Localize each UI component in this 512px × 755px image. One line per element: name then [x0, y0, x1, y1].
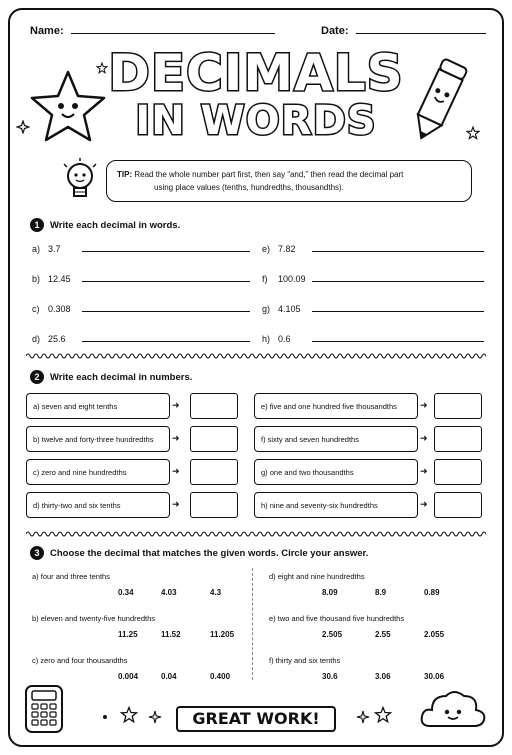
sparkle-icon — [16, 120, 30, 134]
answer-box[interactable] — [190, 393, 238, 419]
tip-line-1: Read the whole number part first, then say “and,” then read the decimal part — [134, 170, 404, 179]
lightbulb-icon — [62, 158, 98, 208]
cloud-mascot-icon — [418, 684, 488, 732]
question-prompt: a) four and three tenths — [32, 572, 110, 581]
question-prompt: b) eleven and twenty-five hundredths — [32, 614, 155, 623]
arrow-right-icon: ➜ — [172, 466, 180, 476]
section-number-badge: 3 — [30, 546, 44, 560]
tip-box — [106, 160, 472, 202]
section-1-heading: Write each decimal in words. — [50, 219, 181, 231]
decimal-value: 3.7 — [48, 244, 61, 254]
sparkle-icon — [148, 710, 162, 724]
decimal-item — [32, 244, 250, 254]
decimal-value: 100.09 — [278, 274, 306, 284]
answer-option[interactable]: 0.89 — [424, 588, 440, 597]
sparkle-icon — [356, 710, 370, 724]
answer-option[interactable]: 2.55 — [375, 630, 391, 639]
decimal-value: 12.45 — [48, 274, 71, 284]
answer-option[interactable]: 0.34 — [118, 588, 134, 597]
question-prompt: c) zero and four thousandths — [32, 656, 128, 665]
question-prompt: f) thirty and six tenths — [269, 656, 341, 665]
decimal-value: 0.6 — [278, 334, 291, 344]
decimal-item — [262, 334, 484, 344]
name-label: Name: — [30, 25, 64, 37]
answer-option[interactable]: 30.6 — [322, 672, 338, 681]
section-3-heading: Choose the decimal that matches the given words. Circle your answer. — [50, 547, 369, 559]
dot-icon — [100, 712, 110, 722]
date-line[interactable] — [356, 24, 486, 34]
title-line-1: DECIMALS — [108, 44, 404, 102]
decimal-value: 4.105 — [278, 304, 301, 314]
name-line[interactable] — [71, 24, 275, 34]
section-number-badge: 2 — [30, 370, 44, 384]
smiling-star-icon — [28, 66, 108, 146]
arrow-right-icon: ➜ — [172, 433, 180, 443]
decimal-value: 25.6 — [48, 334, 66, 344]
decimal-item — [32, 334, 250, 344]
item-label: d) — [32, 334, 41, 344]
date-label: Date: — [321, 25, 349, 37]
answer-line[interactable] — [82, 274, 250, 282]
answer-option[interactable]: 3.06 — [375, 672, 391, 681]
column-divider — [252, 568, 253, 680]
answer-line[interactable] — [312, 304, 484, 312]
date-field — [321, 24, 486, 37]
answer-line[interactable] — [82, 244, 250, 252]
decimal-item — [32, 274, 250, 284]
answer-box[interactable] — [190, 459, 238, 485]
item-label: e) — [262, 244, 271, 254]
answer-option[interactable]: 0.004 — [118, 672, 139, 681]
answer-option[interactable]: 30.06 — [424, 672, 445, 681]
decimal-value: 7.82 — [278, 244, 296, 254]
arrow-right-icon: ➜ — [420, 466, 428, 476]
answer-option[interactable]: 11.25 — [118, 630, 138, 639]
answer-option[interactable]: 8.9 — [375, 588, 387, 597]
decimal-item — [32, 304, 250, 314]
answer-option[interactable]: 0.400 — [210, 672, 231, 681]
item-label: g) — [262, 304, 271, 314]
decimal-value: 0.308 — [48, 304, 71, 314]
word-phrase-box: a) seven and eight tenths — [26, 393, 170, 419]
item-label: c) — [32, 304, 40, 314]
great-work-banner: GREAT WORK! — [176, 706, 336, 732]
pencil-mascot-icon — [404, 54, 474, 146]
word-phrase-box: b) twelve and forty-three hundredths — [26, 426, 170, 452]
small-star-icon — [96, 62, 108, 74]
title-line-2: IN WORDS — [135, 98, 377, 144]
section-3-title — [30, 546, 368, 560]
answer-option[interactable]: 0.04 — [161, 672, 177, 681]
item-label: h) — [262, 334, 271, 344]
answer-line[interactable] — [312, 334, 484, 342]
word-phrase-box: g) one and two thousandths — [254, 459, 418, 485]
answer-option[interactable]: 4.03 — [161, 588, 177, 597]
section-2-title — [30, 370, 192, 384]
decimal-item — [262, 304, 484, 314]
answer-line[interactable] — [312, 244, 484, 252]
small-star-icon — [120, 706, 138, 724]
arrow-right-icon: ➜ — [420, 433, 428, 443]
decimal-item — [262, 244, 484, 254]
decimal-item — [262, 274, 484, 284]
small-star-icon — [374, 706, 392, 724]
question-prompt: d) eight and nine hundredths — [269, 572, 365, 581]
answer-option[interactable]: 11.52 — [161, 630, 181, 639]
answer-option[interactable]: 8.09 — [322, 588, 338, 597]
word-phrase-box: e) five and one hundred five thousandths — [254, 393, 418, 419]
arrow-right-icon: ➜ — [172, 499, 180, 509]
name-field — [30, 24, 275, 37]
answer-option[interactable]: 4.3 — [210, 588, 222, 597]
answer-option[interactable]: 11.205 — [210, 630, 235, 639]
tip-label: TIP: — [117, 170, 133, 179]
answer-box[interactable] — [190, 492, 238, 518]
answer-option[interactable]: 2.505 — [322, 630, 343, 639]
section-1-title — [30, 218, 180, 232]
question-prompt: e) two and five thousand five hundredths — [269, 614, 405, 623]
calculator-icon — [22, 682, 66, 736]
word-phrase-box: f) sixty and seven hundredths — [254, 426, 418, 452]
answer-box[interactable] — [434, 492, 482, 518]
answer-box[interactable] — [190, 426, 238, 452]
arrow-right-icon: ➜ — [420, 400, 428, 410]
item-label: b) — [32, 274, 41, 284]
arrow-right-icon: ➜ — [172, 400, 180, 410]
section-number-badge: 1 — [30, 218, 44, 232]
answer-line[interactable] — [82, 304, 250, 312]
word-phrase-box: d) thirty-two and six tenths — [26, 492, 170, 518]
small-star-icon — [466, 126, 480, 140]
answer-line[interactable] — [312, 274, 484, 282]
word-phrase-box: c) zero and nine hundredths — [26, 459, 170, 485]
answer-box[interactable] — [434, 426, 482, 452]
item-label: a) — [32, 244, 41, 254]
section-2-heading: Write each decimal in numbers. — [50, 371, 193, 383]
arrow-right-icon: ➜ — [420, 499, 428, 509]
wavy-divider — [26, 530, 486, 538]
answer-option[interactable]: 2.055 — [424, 630, 445, 639]
answer-box[interactable] — [434, 459, 482, 485]
tip-line-2: using place values (tenths, hundredths, thousandths). — [154, 183, 344, 192]
wavy-divider — [26, 352, 486, 360]
word-phrase-box: h) nine and seventy-six hundredths — [254, 492, 418, 518]
item-label: f) — [262, 274, 268, 284]
answer-line[interactable] — [82, 334, 250, 342]
answer-box[interactable] — [434, 393, 482, 419]
